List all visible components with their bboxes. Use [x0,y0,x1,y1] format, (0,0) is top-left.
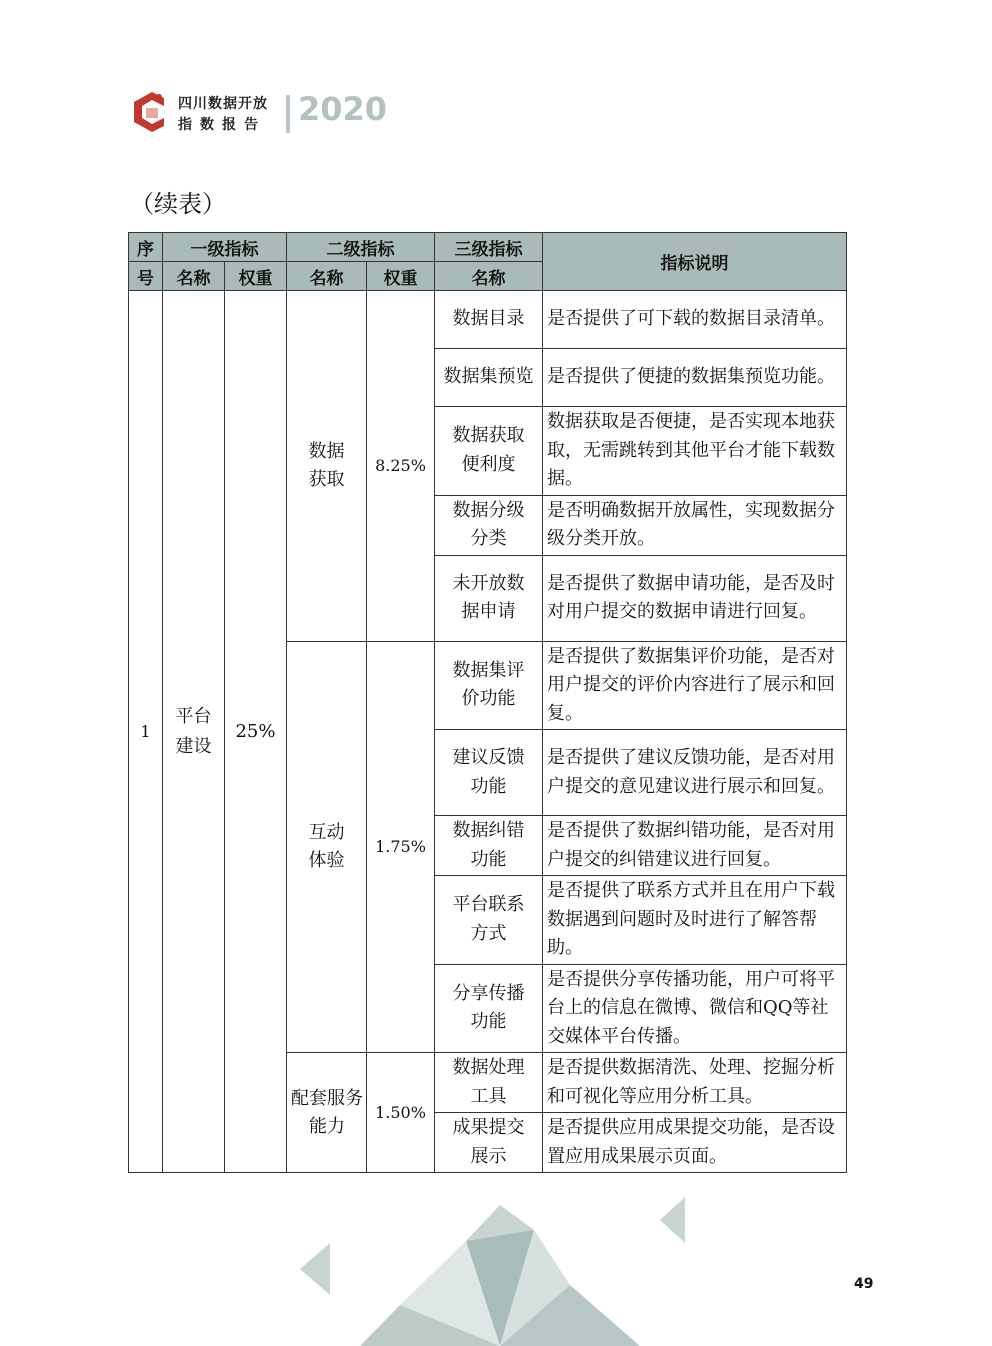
level2-weight: 1.75% [367,641,435,1053]
table-continued-label: （续表） [130,190,226,218]
level3-name: 平台联系方式 [435,876,543,965]
indicator-description: 是否提供了建议反馈功能，是否对用户提交的意见建议进行展示和回复。 [543,730,847,816]
header-level1-weight: 权重 [225,262,287,291]
header-level1: 一级指标 [163,233,287,262]
level2-name: 配套服务能力 [287,1053,367,1173]
level3-name: 数据目录 [435,291,543,349]
level3-name: 建议反馈功能 [435,730,543,816]
level1-weight: 25% [225,291,287,1173]
indicator-table [128,232,847,1173]
level3-name: 未开放数据申请 [435,555,543,641]
report-header [128,88,388,144]
header-divider [286,95,290,133]
report-logo-icon [128,88,170,136]
row-seq: 1 [129,291,163,1173]
header-seq-top: 序 [129,233,163,262]
header-level3-name: 名称 [435,262,543,291]
header-level1-name: 名称 [163,262,225,291]
level2-weight: 8.25% [367,291,435,642]
level3-name: 成果提交展示 [435,1113,543,1173]
header-level2-name: 名称 [287,262,367,291]
header-level3: 三级指标 [435,233,543,262]
indicator-description: 是否提供了数据集评价功能，是否对用户提交的评价内容进行了展示和回复。 [543,641,847,730]
level3-name: 数据处理工具 [435,1053,543,1113]
level3-name: 数据分级分类 [435,495,543,555]
level3-name: 数据纠错功能 [435,816,543,876]
level2-weight: 1.50% [367,1053,435,1173]
indicator-description: 是否提供数据清洗、处理、挖掘分析和可视化等应用分析工具。 [543,1053,847,1113]
header-seq-bottom: 号 [129,262,163,291]
page-number: 49 [854,1276,874,1292]
level2-name: 数据获取 [287,291,367,642]
decorative-triangles [300,1195,700,1346]
level3-name: 数据集预览 [435,349,543,407]
header-level2: 二级指标 [287,233,435,262]
header-description: 指标说明 [543,233,847,291]
level3-name: 数据获取便利度 [435,407,543,496]
indicator-description: 是否提供了数据申请功能，是否及时对用户提交的数据申请进行回复。 [543,555,847,641]
indicator-description: 是否提供了便捷的数据集预览功能。 [543,349,847,407]
indicator-description: 是否提供分享传播功能，用户可将平台上的信息在微博、微信和QQ等社交媒体平台传播。 [543,964,847,1053]
indicator-description: 是否提供了可下载的数据目录清单。 [543,291,847,349]
report-year: 2020 [298,90,388,128]
indicator-description: 是否提供应用成果提交功能，是否设置应用成果展示页面。 [543,1113,847,1173]
indicator-description: 数据获取是否便捷，是否实现本地获取，无需跳转到其他平台才能下载数据。 [543,407,847,496]
indicator-description: 是否明确数据开放属性，实现数据分级分类开放。 [543,495,847,555]
level2-name: 互动体验 [287,641,367,1053]
header-level2-weight: 权重 [367,262,435,291]
brand-line-2: 指数报告 [178,117,266,133]
level3-name: 分享传播功能 [435,964,543,1053]
level1-name: 平台建设 [163,291,225,1173]
level3-name: 数据集评价功能 [435,641,543,730]
indicator-description: 是否提供了联系方式并且在用户下载数据遇到问题时及时进行了解答帮助。 [543,876,847,965]
indicator-description: 是否提供了数据纠错功能，是否对用户提交的纠错建议进行回复。 [543,816,847,876]
brand-line-1: 四川数据开放 [178,96,268,112]
